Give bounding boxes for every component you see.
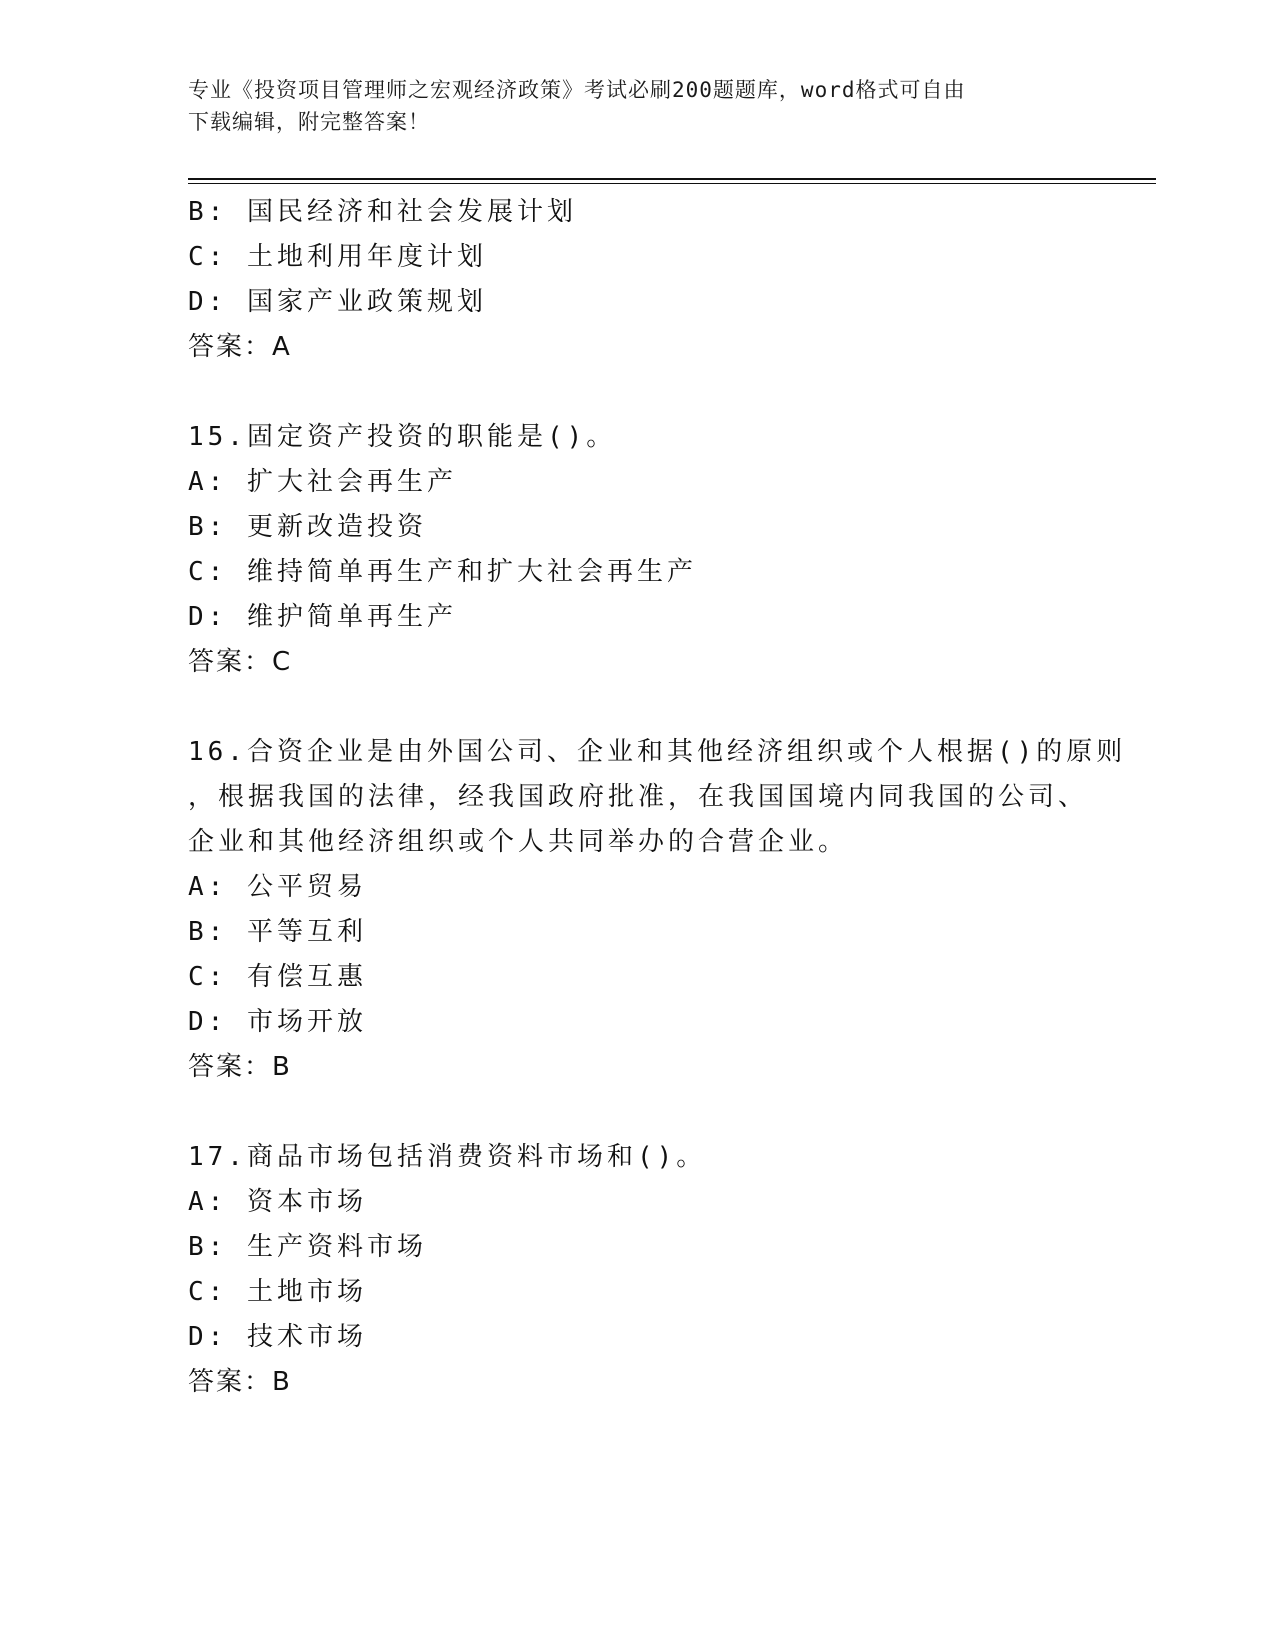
- q16-option-d: D: 市场开放: [188, 1007, 367, 1037]
- q16-option-b: B: 平等互利: [188, 917, 367, 947]
- header-line-2: 下载编辑，附完整答案！: [188, 110, 430, 134]
- header-line-1: 专业《投资项目管理师之宏观经济政策》考试必刷200题题库，word格式可自由: [188, 78, 966, 102]
- q16-question-line-1: 16.合资企业是由外国公司、企业和其他经济组织或个人根据()的原则: [188, 737, 1127, 767]
- q15-option-b: B: 更新改造投资: [188, 512, 427, 542]
- header-rule-thin: [188, 183, 1156, 184]
- header-rule-thick: [188, 178, 1156, 180]
- q17-option-a: A: 资本市场: [188, 1187, 367, 1217]
- q15-answer: 答案：C: [188, 647, 293, 677]
- q16-option-c: C: 有偿互惠: [188, 962, 367, 992]
- q16-question-line-2: ，根据我国的法律，经我国政府批准，在我国国境内同我国的公司、: [188, 782, 1089, 812]
- q17-option-d: D: 技术市场: [188, 1322, 367, 1352]
- q16-question-line-3: 企业和其他经济组织或个人共同举办的合营企业。: [188, 827, 849, 857]
- q15-question: 15.固定资产投资的职能是()。: [188, 422, 617, 452]
- q14-option-c: C: 土地利用年度计划: [188, 242, 487, 272]
- q17-question: 17.商品市场包括消费资料市场和()。: [188, 1142, 707, 1172]
- q15-option-d: D: 维护简单再生产: [188, 602, 457, 632]
- q17-answer: 答案：B: [188, 1367, 292, 1397]
- q17-option-c: C: 土地市场: [188, 1277, 367, 1307]
- q16-answer: 答案：B: [188, 1052, 292, 1082]
- q16-option-a: A: 公平贸易: [188, 872, 367, 902]
- page-header: [188, 74, 1088, 138]
- q17-option-b: B: 生产资料市场: [188, 1232, 427, 1262]
- q14-option-b: B: 国民经济和社会发展计划: [188, 197, 577, 227]
- q15-option-a: A: 扩大社会再生产: [188, 467, 457, 497]
- q14-answer: 答案：A: [188, 332, 292, 362]
- q14-option-d: D: 国家产业政策规划: [188, 287, 487, 317]
- q15-option-c: C: 维持简单再生产和扩大社会再生产: [188, 557, 697, 587]
